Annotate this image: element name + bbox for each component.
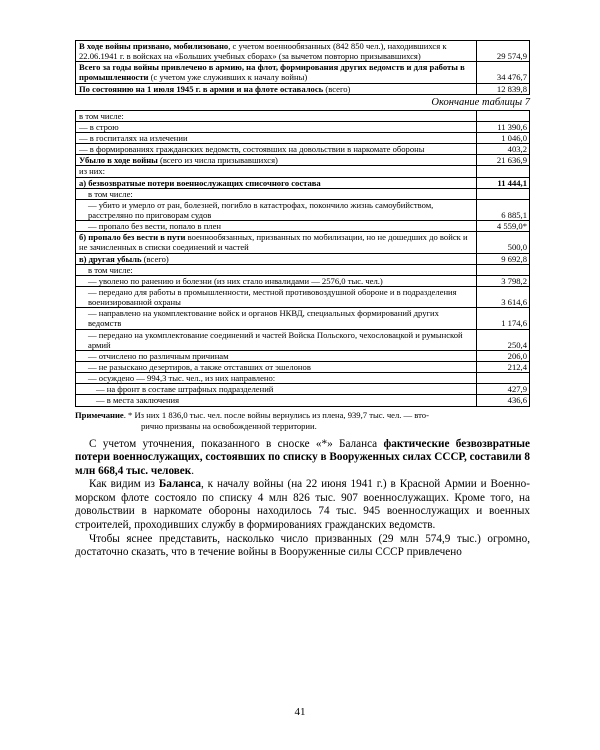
table-cell-value: 11 444,1 [477, 177, 530, 188]
table-row [76, 232, 530, 253]
table-row [76, 253, 530, 264]
table-cell-value: 250,4 [477, 329, 530, 350]
table-cell-value: 3 798,2 [477, 275, 530, 286]
table-cell-value: 212,4 [477, 361, 530, 372]
table-row [76, 221, 530, 232]
table-note [75, 410, 530, 432]
table-row [76, 329, 530, 350]
table-cell-label: в) другая убыль (всего) [76, 253, 477, 264]
table-cell-value: 29 574,9 [477, 41, 530, 62]
table-cell-value: 500,0 [477, 232, 530, 253]
table-cell-label: а) безвозвратные потери военнослужащих списочного состава [76, 177, 477, 188]
table-cell-label: — передано на укомплектование соединений и частей Войска Польского, чехословацкой и румынской армий [76, 329, 477, 350]
table-cell-value: 436,6 [477, 395, 530, 406]
table-row [76, 166, 530, 177]
note-line1: . * Из них 1 836,0 тыс. чел. после войны вернулись из плена, 939,7 тыс. чел. — вто- [123, 409, 429, 420]
table-row [76, 395, 530, 406]
table-row [76, 177, 530, 188]
page-number: 41 [294, 706, 306, 718]
table-row [76, 62, 530, 83]
table-cell-value: 403,2 [477, 144, 530, 155]
table-row [76, 384, 530, 395]
table-cell-value [477, 166, 530, 177]
table-row [76, 373, 530, 384]
table-cell-label: в том числе: [76, 264, 477, 275]
table-caption: Окончание таблицы 7 [431, 96, 530, 108]
table-main [75, 110, 530, 407]
table-row [76, 41, 530, 62]
table-cell-label: — направлено на укомплектование войск и органов НКВД, специальных формирований других ведомств [76, 308, 477, 329]
table-cell-label: — передано для работы в промышленности, местной противовоздушной обороне и в подразделения военизированной охраны [76, 286, 477, 307]
table-cell-value [477, 110, 530, 121]
table-cell-value [477, 264, 530, 275]
table-cell-label: — отчислено по различным причинам [76, 350, 477, 361]
table-row [76, 110, 530, 121]
table-cell-label: По состоянию на 1 июля 1945 г. в армии и на флоте оставалось (всего) [76, 83, 477, 94]
table-row [76, 361, 530, 372]
table-cell-label: Всего за годы войны привлечено в армию, на флот, формирования других ведомств и для работы в промышленности (с учетом уже служивших к началу войны) [76, 62, 477, 83]
table-row [76, 155, 530, 166]
table-cell-label: — пропало без вести, попало в плен [76, 221, 477, 232]
paragraph: С учетом уточнения, показанного в сноске «*» Баланса фактические безвозвратные потери военнослужащих, состоявших по списку в Вооруженных силах СССР, составили 8 млн 668,4 тыс. человек. [75, 437, 530, 477]
table-row [76, 286, 530, 307]
table-top [75, 40, 530, 95]
table-cell-label: — в госпиталях на излечении [76, 132, 477, 143]
table-cell-label: — убито и умерло от ран, болезней, погибло в катастрофах, покончило жизнь самоубийством, расстреляно по приговорам судов [76, 199, 477, 220]
table-cell-label: в том числе: [76, 110, 477, 121]
page [75, 40, 530, 560]
note-head: Примечание [75, 409, 124, 420]
table-cell-value [477, 373, 530, 384]
table-row [76, 308, 530, 329]
paragraph: Как видим из Баланса, к началу войны (на 22 июня 1941 г.) в Красной Армии и Военно-морском флоте состояло по списку 4 млн 826 тыс. 907 военнослужащих. Кроме того, на довольствии в наркомате обороны находилось 74 тыс. 945 военнослужащих и военных строителей, проходивших службу в формированиях гражданских ведомств. [75, 478, 530, 532]
table-cell-label: — уволено по ранению и болезни (из них стало инвалидами — 2576,0 тыс. чел.) [76, 275, 477, 286]
table-row [76, 132, 530, 143]
table-cell-label: — в места заключения [76, 395, 477, 406]
table-row [76, 144, 530, 155]
table-row [76, 188, 530, 199]
table-cell-value: 34 476,7 [477, 62, 530, 83]
table-cell-value: 21 636,9 [477, 155, 530, 166]
table-row [76, 199, 530, 220]
table-cell-value: 1 174,6 [477, 308, 530, 329]
table-cell-label: Убыло в ходе войны (всего из числа призывавшихся) [76, 155, 477, 166]
table-cell-value [477, 188, 530, 199]
note-line2: рично призваны на освобожденной территории. [141, 420, 317, 431]
table-cell-label: — не разыскано дезертиров, а также отставших от эшелонов [76, 361, 477, 372]
table-cell-label: в том числе: [76, 188, 477, 199]
table-row [76, 275, 530, 286]
table-cell-label: — в строю [76, 121, 477, 132]
table-cell-value: 12 839,8 [477, 83, 530, 94]
table-cell-value: 9 692,8 [477, 253, 530, 264]
table-cell-value: 206,0 [477, 350, 530, 361]
table-row [76, 350, 530, 361]
table-cell-label: В ходе войны призвано, мобилизовано, с учетом военнообязанных (842 850 чел.), находившихся к 22.06.1941 г. в войсках на «Больших учебных сборах» (за вычетом повторно призывавшихся) [76, 41, 477, 62]
table-cell-value: 1 046,0 [477, 132, 530, 143]
table-cell-label: — осуждено — 994,3 тыс. чел., из них направлено: [76, 373, 477, 384]
table-cell-value: 6 885,1 [477, 199, 530, 220]
table-cell-label: — в формированиях гражданских ведомств, состоявших на довольствии в наркомате обороны [76, 144, 477, 155]
table-row [76, 121, 530, 132]
table-cell-label: б) пропало без вести в пути военнообязанных, призванных по мобилизации, но не дошедших до войск и не зачисленных в списки соединений и частей [76, 232, 477, 253]
table-cell-value: 4 559,0* [477, 221, 530, 232]
table-row [76, 83, 530, 94]
table-cell-label: из них: [76, 166, 477, 177]
paragraph: Чтобы яснее представить, насколько число призванных (29 млн 574,9 тыс.) огромно, достаточно сказать, что в течение войны в Вооруженные силы СССР привлечено [75, 532, 530, 559]
table-cell-value: 3 614,6 [477, 286, 530, 307]
table-cell-label: — на фронт в составе штрафных подразделений [76, 384, 477, 395]
table-cell-value: 11 390,6 [477, 121, 530, 132]
table-row [76, 264, 530, 275]
table-cell-value: 427,9 [477, 384, 530, 395]
